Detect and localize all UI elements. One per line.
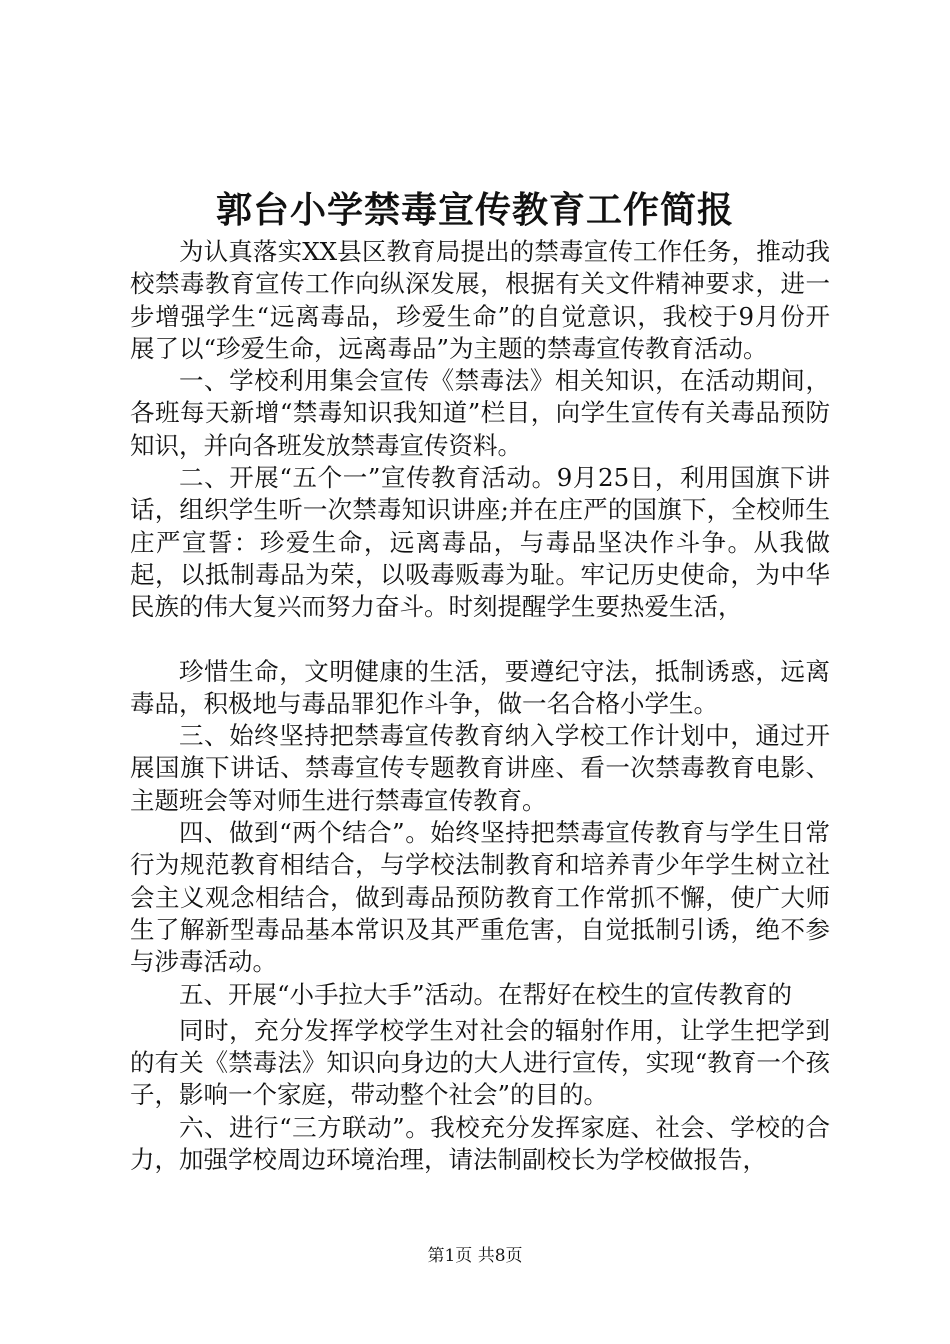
- page-footer: 第1页 共8页: [427, 1246, 523, 1266]
- document-title: 郭台小学禁毒宣传教育工作简报: [215, 189, 734, 231]
- paragraph-item-5-continued: 同时，充分发挥学校学生对社会的辐射作用，让学生把学到的有关《禁毒法》知识向身边的大人进行宣传，实现“教育一个孩子，影响一个家庭，带动整个社会”的目的。: [130, 1015, 830, 1110]
- paragraph-item-3: 三、始终坚持把禁毒宣传教育纳入学校工作计划中，通过开展国旗下讲话、禁毒宣传专题教育讲座、看一次禁毒教育电影、主题班会等对师生进行禁毒宣传教育。: [130, 721, 830, 815]
- document-body: [130, 236, 830, 1176]
- paragraph-item-6: 六、进行“三方联动”。我校充分发挥家庭、社会、学校的合力，加强学校周边环境治理，请法制副校长为学校做报告，: [130, 1112, 830, 1175]
- paragraph-item-2-continued: 珍惜生命，文明健康的生活，要遵纪守法，抵制诱惑，远离毒品，积极地与毒品罪犯作斗争，做一名合格小学生。: [130, 656, 830, 718]
- paragraph-intro: 为认真落实XX县区教育局提出的禁毒宣传工作任务，推动我校禁毒教育宣传工作向纵深发展，根据有关文件精神要求，进一步增强学生“远离毒品，珍爱生命”的自觉意识，我校于9月份开展了以“珍爱生命，远离毒品”为主题的禁毒宣传教育活动。: [130, 237, 830, 363]
- paragraph-item-5: 五、开展“小手拉大手”活动。在帮好在校生的宣传教育的: [179, 979, 793, 1009]
- paragraph-item-4: 四、做到“两个结合”。始终坚持把禁毒宣传教育与学生日常行为规范教育相结合，与学校法制教育和培养青少年学生树立社会主义观念相结合，做到毒品预防教育工作常抓不懈，使广大师生了解新型毒品基本常识及其严重危害，自觉抵制引诱，绝不参与涉毒活动。: [130, 818, 830, 977]
- paragraph-item-2: 二、开展“五个一”宣传教育活动。9月25日，利用国旗下讲话，组织学生听一次禁毒知识讲座;并在庄严的国旗下，全校师生庄严宣誓：珍爱生命，远离毒品，与毒品坚决作斗争。从我做起，以抵制毒品为荣，以吸毒贩毒为耻。牢记历史使命，为中华民族的伟大复兴而努力奋斗。时刻提醒学生要热爱生活，: [130, 463, 830, 622]
- paragraph-item-1: 一、学校利用集会宣传《禁毒法》相关知识，在活动期间，各班每天新增“禁毒知识我知道”栏目，向学生宣传有关毒品预防知识，并向各班发放禁毒宣传资料。: [130, 366, 830, 460]
